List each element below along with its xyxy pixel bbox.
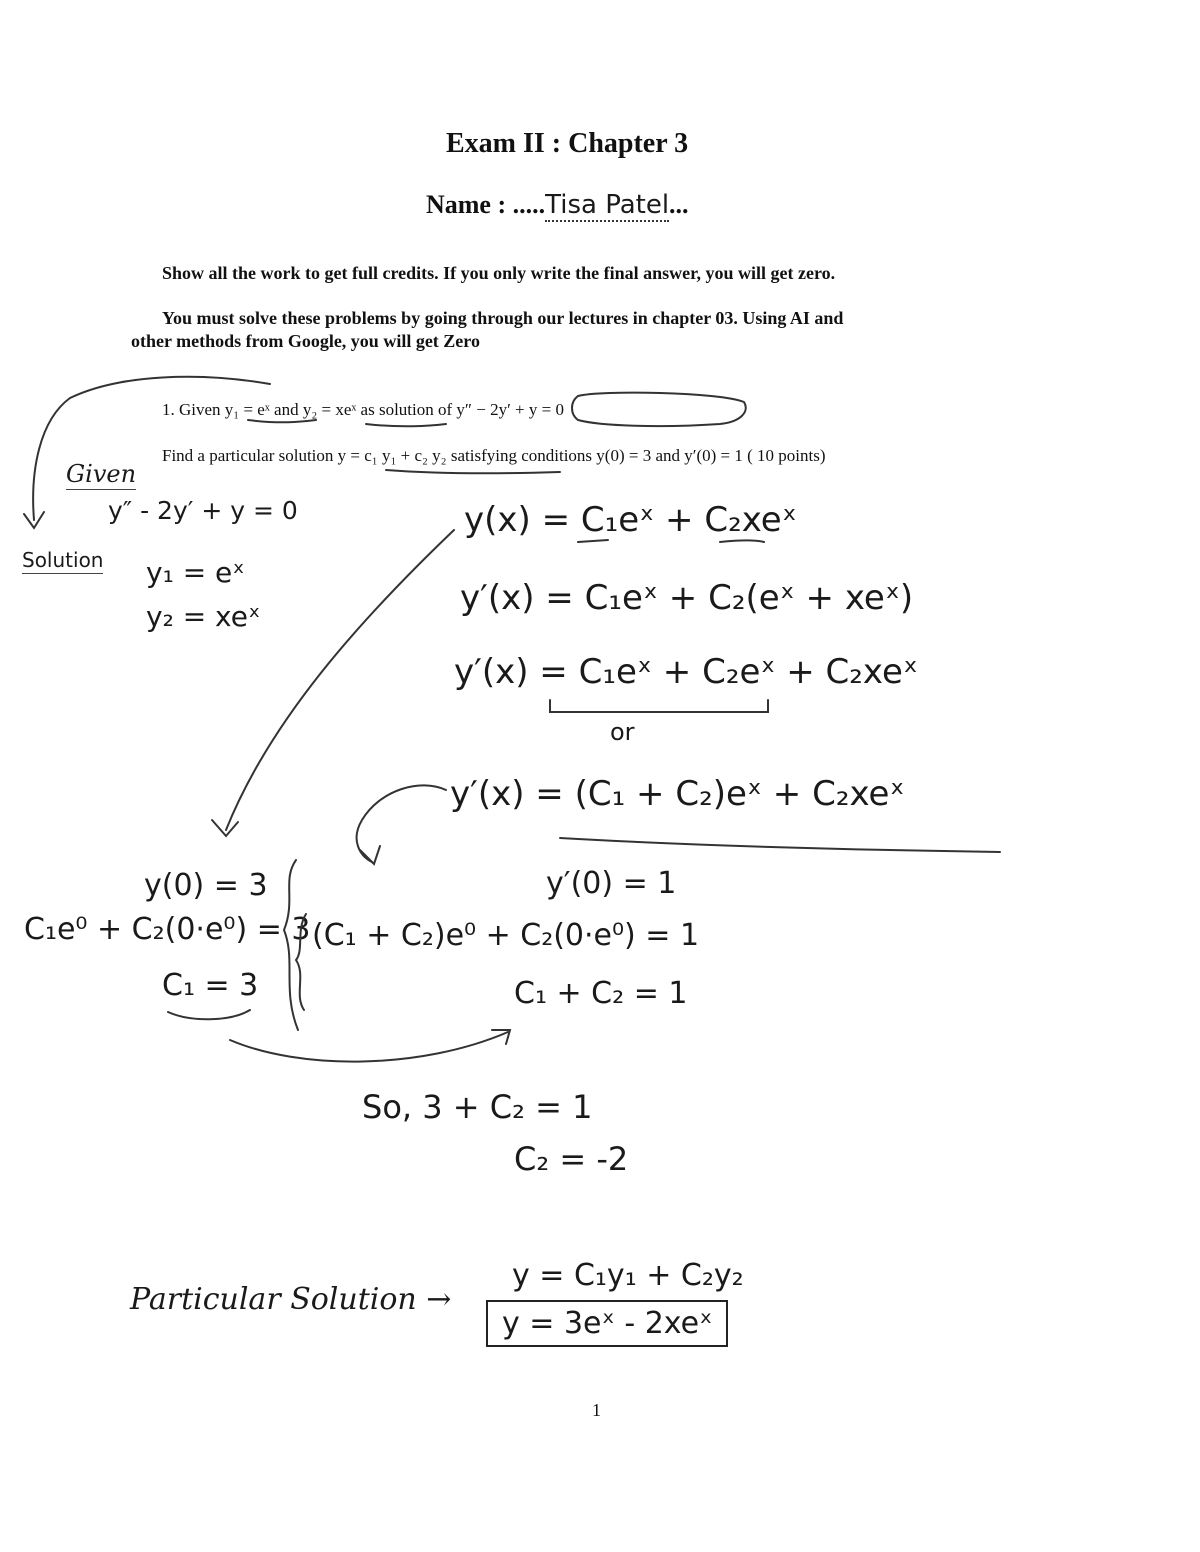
or-bracket bbox=[550, 700, 768, 712]
instruction-line-1: Show all the work to get full credits. If you only write the final answer, you will get zero. bbox=[162, 263, 836, 283]
long-arrow-to-y0 bbox=[226, 530, 454, 830]
problem-line-2: Find a particular solution y = c₁ y₁ + c₂ y₂ satisfying conditions y(0) = 3 and y′(0) = 1 ( 10 points) bbox=[162, 446, 826, 465]
particular-solution-label: Particular Solution → bbox=[130, 1282, 452, 1317]
y-zero-condition: y(0) = 3 bbox=[144, 868, 268, 903]
c1-result: C₁ = 3 bbox=[162, 968, 259, 1003]
c2-result: C₂ = -2 bbox=[514, 1140, 629, 1178]
curl-arrow bbox=[357, 785, 446, 862]
y-prime-step-2: y′(x) = C₁eˣ + C₂eˣ + C₂xeˣ bbox=[454, 652, 919, 692]
y-prime-step-3: y′(x) = (C₁ + C₂)eˣ + C₂xeˣ bbox=[450, 774, 905, 814]
problem-line-1: 1. Given y₁ = eˣ and y₂ = xeˣ as solution of y″ − 2y′ + y = 0 bbox=[162, 400, 564, 419]
final-answer: y = 3eˣ - 2xeˣ bbox=[502, 1306, 713, 1341]
y-prime-zero-substitution: (C₁ + C₂)e⁰ + C₂(0·e⁰) = 1 bbox=[312, 918, 700, 953]
final-answer-box bbox=[486, 1300, 728, 1347]
or-label: or bbox=[610, 718, 635, 746]
yx-underline-2 bbox=[720, 541, 764, 543]
separator-line bbox=[560, 838, 1000, 852]
y-prime-step-1: y′(x) = C₁eˣ + C₂(eˣ + xeˣ) bbox=[460, 578, 914, 618]
so-equation: So, 3 + C₂ = 1 bbox=[362, 1088, 593, 1126]
ode-oval bbox=[572, 393, 746, 426]
y2-value: y₂ = xeˣ bbox=[146, 600, 261, 633]
yx-underline bbox=[578, 540, 608, 542]
c1-substitute-arrow bbox=[230, 1032, 508, 1062]
problem-underline-3 bbox=[386, 470, 560, 473]
instruction-line-2b: other methods from Google, you will get Zero bbox=[131, 331, 480, 351]
long-arrow-to-y0-head bbox=[212, 820, 238, 836]
name-row bbox=[426, 190, 689, 220]
c1-plus-c2: C₁ + C₂ = 1 bbox=[514, 976, 688, 1011]
c1-underline bbox=[168, 1010, 250, 1019]
name-label: Name : bbox=[426, 190, 507, 219]
given-equation: y″ - 2y′ + y = 0 bbox=[108, 496, 298, 525]
name-dots-left: ..... bbox=[512, 190, 546, 219]
problem-underline-1 bbox=[248, 420, 316, 422]
c1-substitute-arrow-head bbox=[492, 1030, 510, 1044]
given-label: Given bbox=[66, 460, 137, 488]
y-zero-substitution: C₁e⁰ + C₂(0·e⁰) = 3 bbox=[24, 912, 311, 947]
y-of-x: y(x) = C₁eˣ + C₂xeˣ bbox=[464, 500, 797, 540]
curl-arrow-head bbox=[360, 846, 380, 864]
student-name: Tisa Patel bbox=[545, 190, 670, 220]
y1-value: y₁ = eˣ bbox=[146, 556, 245, 589]
exam-title: Exam II : Chapter 3 bbox=[446, 128, 689, 159]
solution-label: Solution bbox=[22, 548, 104, 572]
instruction-line-2a: You must solve these problems by going through our lectures in chapter 03. Using AI and bbox=[162, 308, 844, 328]
y-prime-zero-condition: y′(0) = 1 bbox=[546, 866, 677, 901]
problem-underline-2 bbox=[366, 424, 446, 426]
general-solution: y = C₁y₁ + C₂y₂ bbox=[512, 1258, 744, 1293]
given-arrow-head bbox=[24, 512, 44, 528]
name-dots-right: ... bbox=[669, 190, 689, 219]
page-number: 1 bbox=[592, 1400, 601, 1420]
